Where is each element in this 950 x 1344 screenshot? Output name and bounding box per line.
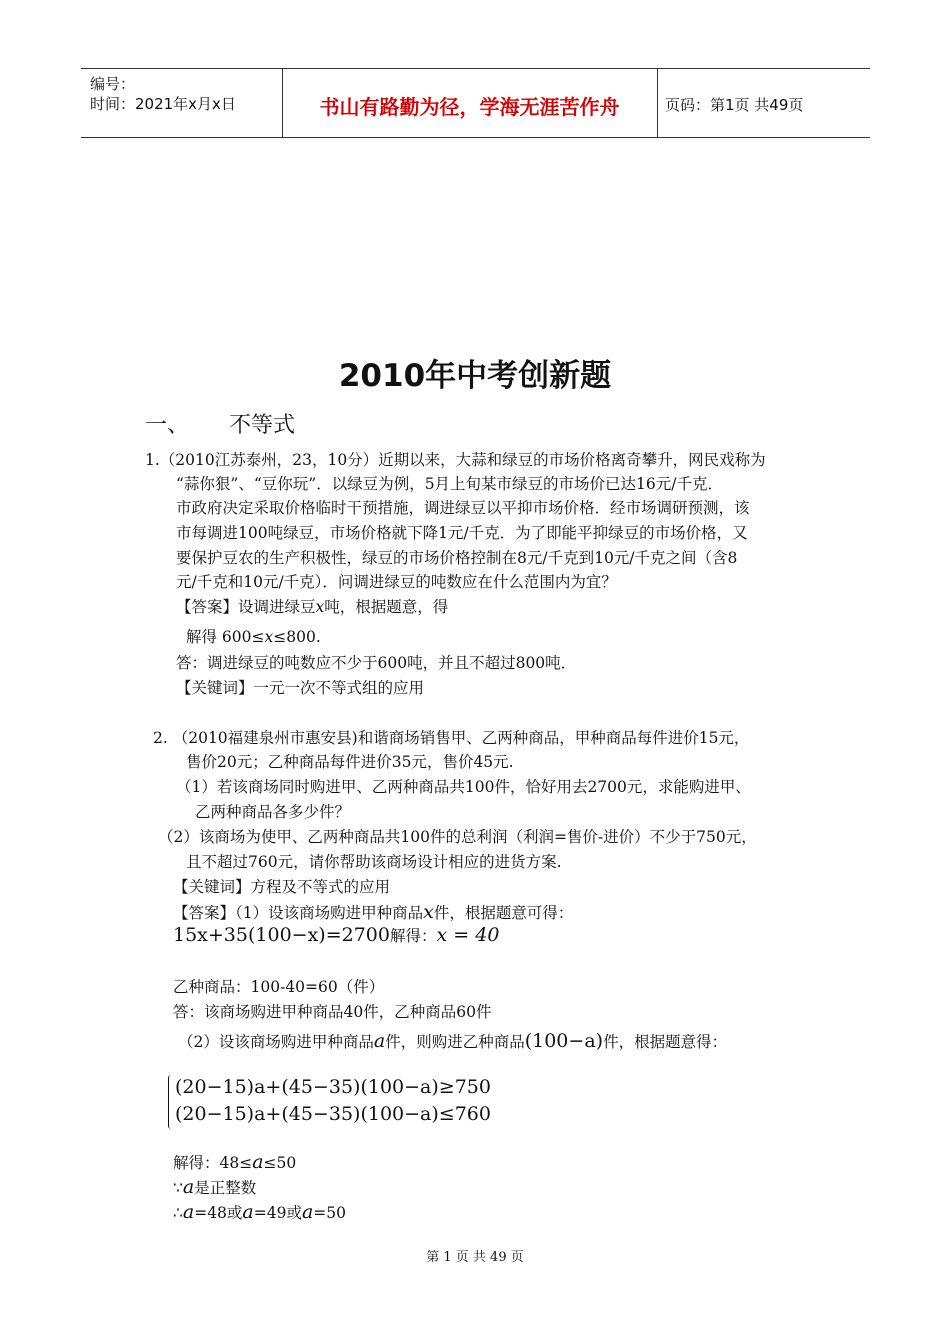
section-number: 一、 bbox=[145, 413, 190, 438]
section-title: 不等式 bbox=[229, 413, 296, 438]
q1-line-3: 市政府决定采取价格临时干预措施，调进绿豆以平抑市场价格．经市场调研预测，该 bbox=[176, 499, 750, 517]
q2-because: ∵a是正整数 bbox=[173, 1176, 257, 1198]
q2-solution: 解得：48≤a≤50 bbox=[173, 1151, 297, 1173]
q1-keyword: 【关键词】一元一次不等式组的应用 bbox=[176, 679, 425, 697]
q2-line-4: 乙两种商品各多少件？ bbox=[195, 803, 351, 821]
q2-line-6: 且不超过760元，请你帮助该商场设计相应的进货方案. bbox=[186, 853, 562, 871]
q1-solution: 解得 600≤x≤800. bbox=[186, 628, 321, 646]
q1-line-6: 元/千克和10元/千克）．问调进绿豆的吨数应在什么范围内为宜？ bbox=[176, 573, 617, 591]
q2-answer-1: 【答案】（1）设该商场购进甲种商品x件，根据题意可得： bbox=[173, 901, 574, 923]
q2-equation-1: 15x+35(100−x)=2700解得：x = 40 bbox=[173, 924, 500, 946]
inequality-brace bbox=[168, 1075, 175, 1129]
section-heading bbox=[145, 408, 295, 439]
q2-therefore: ∴a=48或a=49或a=50 bbox=[173, 1201, 347, 1223]
q2-answer-2: （2）设该商场购进甲种商品a件，则购进乙种商品(100−a)件，根据题意得： bbox=[178, 1030, 728, 1052]
q2-line-3: （1）若该商场同时购进甲、乙两种商品共100件，恰好用去2700元，求能购进甲、 bbox=[176, 778, 751, 796]
q1-answer: 【答案】设调进绿豆x吨，根据题意，得 bbox=[176, 598, 449, 616]
page-header bbox=[81, 68, 870, 138]
q2-reply: 答：该商场购进甲种商品40件，乙种商品60件 bbox=[173, 1003, 492, 1021]
q1-line-5: 要保护豆农的生产积极性，绿豆的市场价格控制在8元/千克到10元/千克之间（含8 bbox=[176, 549, 738, 567]
q2-line-2: 售价20元；乙种商品每件进价35元，售价45元. bbox=[186, 753, 514, 771]
q2-line-5: （2）该商场为使甲、乙两种商品共100件的总利润（利润=售价-进价）不少于750元， bbox=[158, 828, 757, 846]
q2-inequality-2: (20−15)a+(45−35)(100−a)≤760 bbox=[175, 1103, 491, 1125]
page-footer: 第 1 页 共 49 页 bbox=[426, 1250, 524, 1265]
q2-inequality-1: (20−15)a+(45−35)(100−a)≥750 bbox=[175, 1076, 491, 1098]
q2-line-1: 2. （2010福建泉州市惠安县)和谐商场销售甲、乙两种商品，甲种商品每件进价15元， bbox=[153, 729, 750, 747]
q1-reply: 答：调进绿豆的吨数应不少于600吨，并且不超过800吨． bbox=[176, 654, 577, 672]
header-motto-cell bbox=[282, 69, 658, 137]
time-label: 时间：2021年x月x日 bbox=[90, 95, 236, 113]
header-page-cell bbox=[657, 69, 870, 137]
q1-line-4: 市每调进100吨绿豆，市场价格就下降1元/千克．为了即能平抑绿豆的市场价格，又 bbox=[176, 524, 748, 542]
q1-line-1: 1.（2010江苏泰州，23，10分）近期以来，大蒜和绿豆的市场价格离奇攀升，网民戏称为 bbox=[145, 451, 766, 469]
q1-line-2: “蒜你狠”、“豆你玩”．以绿豆为例，5月上旬某市绿豆的市场价已达16元/千克． bbox=[176, 475, 724, 493]
q2-keyword: 【关键词】方程及不等式的应用 bbox=[173, 878, 391, 896]
document-title: 2010年中考创新题 bbox=[338, 358, 612, 394]
motto: 书山有路勤为径，学海无涯苦作舟 bbox=[319, 95, 620, 119]
q2-yi: 乙种商品：100-40=60（件） bbox=[173, 978, 385, 996]
header-meta-cell bbox=[81, 69, 283, 137]
page-info: 页码：第1页 共49页 bbox=[665, 96, 804, 114]
number-label: 编号： bbox=[90, 75, 136, 93]
